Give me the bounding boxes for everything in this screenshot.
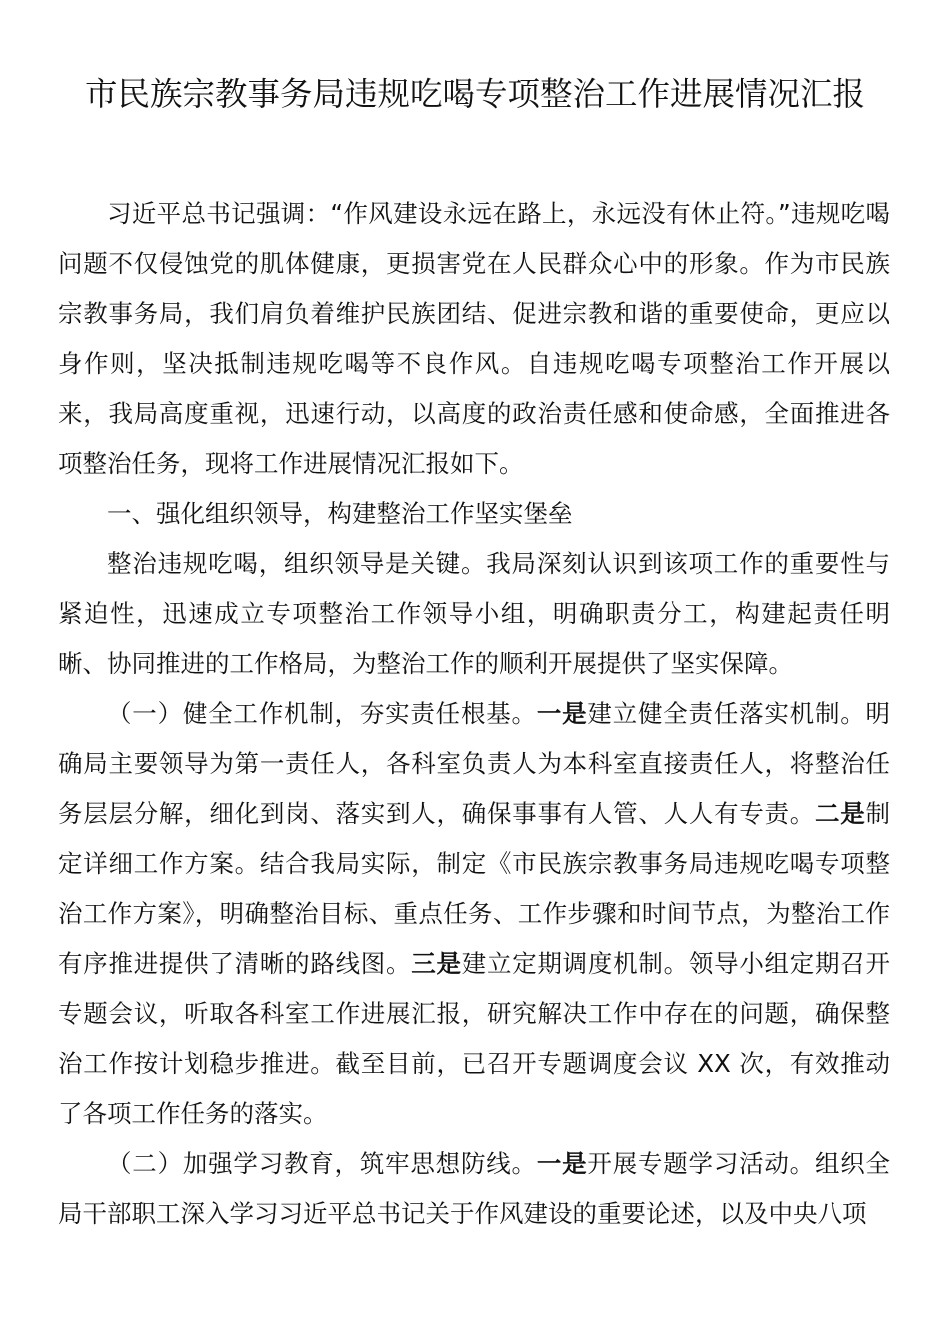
subsection-1-lead-3: 三是 bbox=[411, 949, 462, 978]
subsection-2-lead-1: 一是 bbox=[536, 1149, 588, 1178]
subsection-1-text-3: 建立定期调度机制。领导小组定期召开专题会议，听取各科室工作进展汇报，研究解决工作中存在的问题，确保整治工作按计划稳步推进。截至目前，已召开专题调度会议 XX 次，有效推动了各项工作任务的落实。 bbox=[58, 949, 890, 1128]
section-1-heading: 一、强化组织领导，构建整治工作坚实堡垒 bbox=[107, 499, 573, 528]
subsection-2-heading: （二）加强学习教育，筑牢思想防线。 bbox=[107, 1149, 537, 1178]
subsection-1-heading: （一）健全工作机制，夯实责任根基。 bbox=[107, 699, 537, 728]
document-body bbox=[58, 189, 890, 1239]
subsection-1-lead-2: 二是 bbox=[815, 799, 866, 828]
subsection-1-lead-1: 一是 bbox=[536, 699, 588, 728]
section-1-paragraph: 整治违规吃喝，组织领导是关键。我局深刻认识到该项工作的重要性与紧迫性，迅速成立专项整治工作领导小组，明确职责分工，构建起责任明晰、协同推进的工作格局，为整治工作的顺利开展提供了坚实保障。 bbox=[58, 549, 890, 678]
subsection-2-paragraph bbox=[58, 1139, 890, 1239]
intro-paragraph: 习近平总书记强调：“作风建设永远在路上，永远没有休止符。”违规吃喝问题不仅侵蚀党的肌体健康，更损害党在人民群众心中的形象。作为市民族宗教事务局，我们肩负着维护民族团结、促进宗教和谐的重要使命，更应以身作则，坚决抵制违规吃喝等不良作风。自违规吃喝专项整治工作开展以来，我局高度重视，迅速行动，以高度的政治责任感和使命感，全面推进各项整治任务，现将工作进展情况汇报如下。 bbox=[58, 199, 890, 478]
subsection-2-text-1: 开展专题学习活动。组织全局干部职工深入学习习近平总书记关于作风建设的重要论述，以及中央八项 bbox=[58, 1149, 891, 1228]
subsection-1-text-2: 制定详细工作方案。结合我局实际，制定《市民族宗教事务局违规吃喝专项整治工作方案》，明确整治目标、重点任务、工作步骤和时间节点，为整治工作有序推进提供了清晰的路线图。 bbox=[58, 799, 890, 978]
subsection-1-paragraph bbox=[58, 689, 890, 1139]
document-title: 市民族宗教事务局违规吃喝专项整治工作进展情况汇报 bbox=[84, 75, 865, 113]
subsection-1-text-1: 建立健全责任落实机制。明确局主要领导为第一责任人，各科室负责人为本科室直接责任人，将整治任务层层分解，细化到岗、落实到人，确保事事有人管、人人有专责。 bbox=[58, 699, 891, 828]
